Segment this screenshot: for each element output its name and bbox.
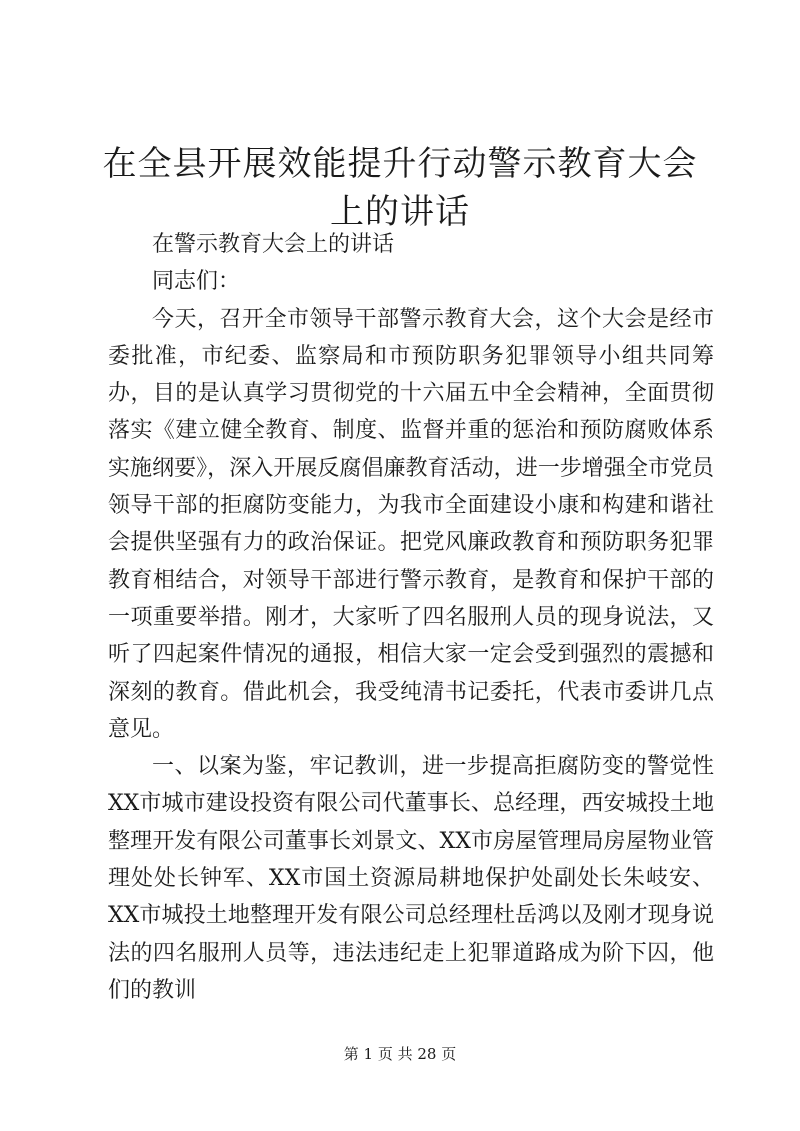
- body-paragraph: 一、以案为鉴，牢记教训，进一步提高拒腐防变的警觉性XX市城市建设投资有限公司代董事长、总经理，西安城投土地整理开发有限公司董事长刘景文、XX市房屋管理局房屋物业管理处处长钟军、XX市国土资源局耕地保护处副处长朱岐安、XX市城投土地整理开发有限公司总经理杜岳鸿以及刚才现身说法的四名服刑人员等，违法违纪走上犯罪道路成为阶下囚，他们的教训: [108, 754, 714, 1003]
- document-title: 在全县开展效能提升行动警示教育大会上的讲话: [102, 144, 698, 232]
- subtitle-paragraph: 在警示教育大会上的讲话: [152, 232, 395, 257]
- page-footer: 第 1 页 共 28 页: [343, 1045, 457, 1063]
- document-body: [108, 226, 714, 1009]
- salutation-paragraph: 同志们：: [152, 269, 241, 295]
- body-paragraph: 今天，召开全市领导干部警示教育大会，这个大会是经市委批准，市纪委、监察局和市预防职务犯罪领导小组共同筹办，目的是认真学习贯彻党的十六届五中全会精神，全面贯彻落实《建立健全教育、制度、监督并重的惩治和预防腐败体系实施纲要》，深入开展反腐倡廉教育活动，进一步增强全市党员领导干部的拒腐防变能力，为我市全面建设小康和构建和谐社会提供坚强有力的政治保证。把党风廉政教育和预防职务犯罪教育相结合，对领导干部进行警示教育，是教育和保护干部的一项重要举措。刚才，大家听了四名服刑人员的现身说法，又听了四起案件情况的通报，相信大家一定会受到强烈的震撼和深刻的教育。借此机会，我受纯清书记委托，代表市委讲几点意见。: [108, 306, 714, 742]
